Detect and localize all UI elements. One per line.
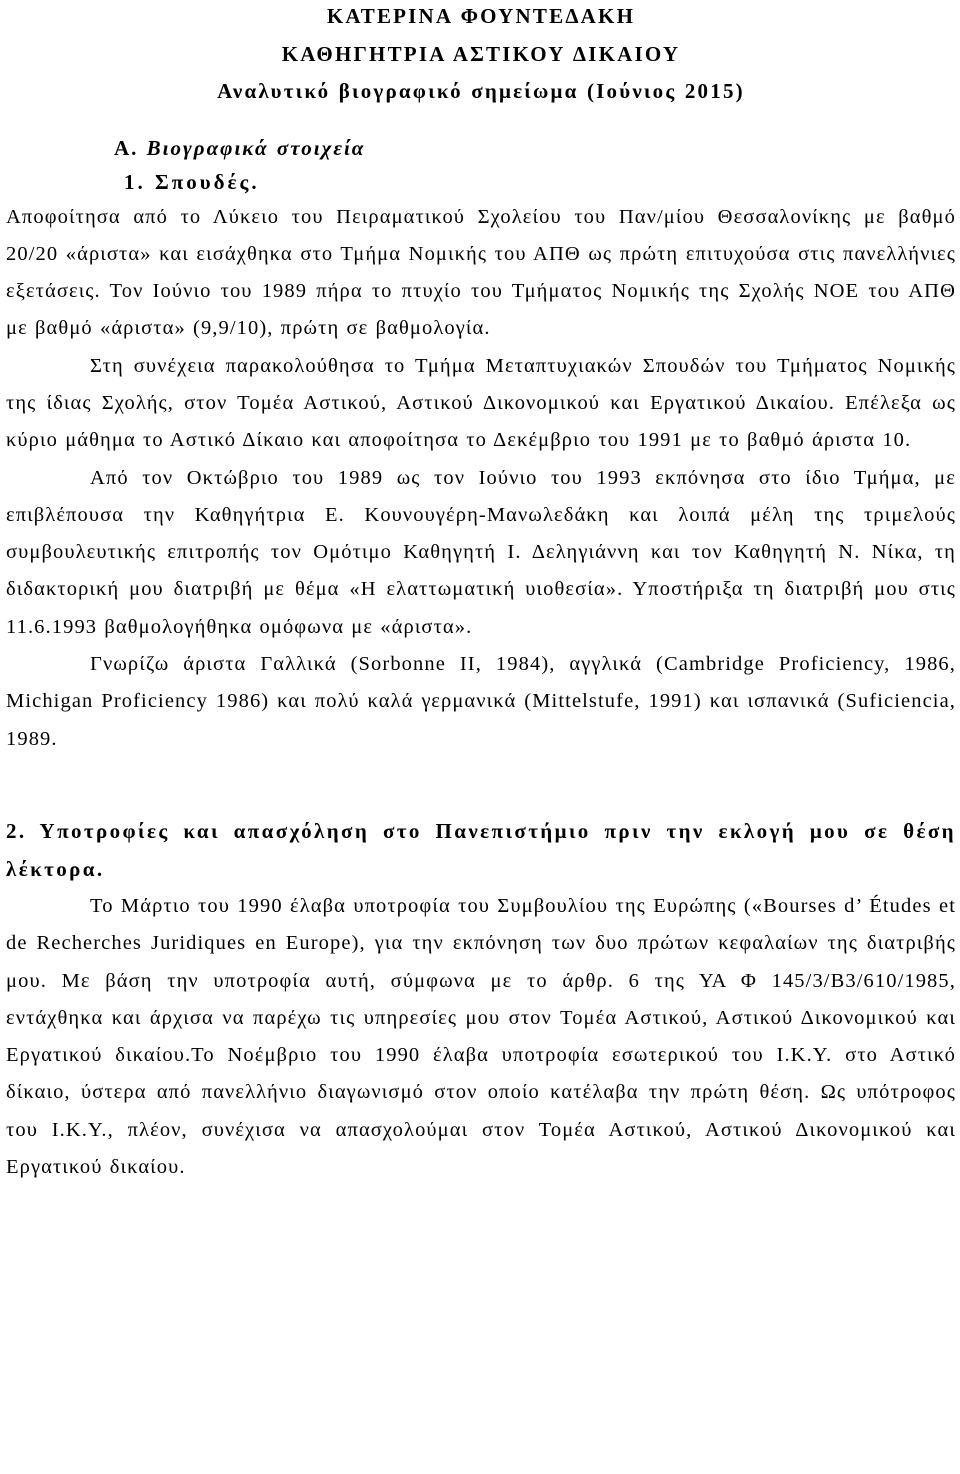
grants-paragraph-1: Το Μάρτιο του 1990 έλαβα υποτροφία του Συμβουλίου της Ευρώπης («Bourses d’ Études et de Recherches Juridiques en Europe), για την εκπόνηση των δυο πρώτων κεφαλαίων της διατριβής μου. Με βάση την υποτροφία αυτή, σύμφωνα με το άρθρ. 6 της ΥΑ Φ 145/3/Β3/610/1985, εντάχθηκα και άρχισα να παρέχω τις υπηρεσίες μου στον Τομέα Αστικού, Αστικού Δικονομικού και Εργατικού δικαίου.Το Νοέμβριο του 1990 έλαβα υποτροφία εσωτερικού του Ι.Κ.Υ. στο Αστικό δίκαιο, ύστερα από πανελλήνιο διαγωνισμό στον οποίο κατέλαβα την πρώτη θέση. Ως υπότροφος του Ι.Κ.Υ., πλέον, συνέχισα να απασχολούμαι στον Τομέα Αστικού, Αστικού Δικονομικού και Εργατικού δικαίου. — [6, 894, 956, 1179]
author-name: ΚΑΤΕΡΙΝΑ ΦΟΥΝΤΕΔΑΚΗ — [326, 4, 636, 28]
studies-paragraph-4: Γνωρίζω άριστα Γαλλικά (Sorbonne II, 1984), αγγλικά (Cambridge Proficiency, 1986, Michigan Proficiency 1986) και πολύ καλά γερμανικά (Mittelstufe, 1991) και ισπανικά (Suficiencia, 1989. — [6, 653, 956, 750]
author-position: ΚΑΘΗΓΗΤΡΙΑ ΑΣΤΙΚΟΥ ΔΙΚΑΙΟΥ — [281, 41, 681, 66]
studies-paragraph-1: Αποφοίτησα από το Λύκειο του Πειραματικού Σχολείου του Παν/μίου Θεσσαλονίκης με βαθμό 20/20 «άριστα» και εισάχθηκα στο Τμήμα Νομικής του ΑΠΘ ως πρώτη επιτυχούσα στις πανελλήνιες εξετάσεις. Τον Ιούνιο του 1989 πήρα το πτυχίο του Τμήματος Νομικής της Σχολής ΝΟΕ του ΑΠΘ με βαθμό «άριστα» (9,9/10), πρώτη σε βαθμολογία. — [6, 205, 956, 340]
studies-paragraph-2: Στη συνέχεια παρακολούθησα το Τμήμα Μεταπτυχιακών Σπουδών του Τμήματος Νομικής της ίδιας Σχολής, στον Τομέα Αστικού, Αστικού Δικονομικού και Εργατικού Δικαίου. Επέλεξα ως κύριο μάθημα το Αστικό Δίκαιο και αποφοίτησα το Δεκέμβριο του 1991 με το βαθμό άριστα 10. — [6, 354, 956, 452]
grants-heading: 2. Υποτροφίες και απασχόληση στο Πανεπιστήμιο πριν την εκλογή μου σε θέση λέκτορα. — [6, 818, 956, 881]
studies-paragraph-3: Από τον Οκτώβριο του 1989 ως τον Ιούνιο του 1993 εκπόνησα στο ίδιο Τμήμα, με επιβλέπουσα την Καθηγήτρια Ε. Κουνουγέρη-Μανωλεδάκη και λοιπά μέλη της τριμελούς συμβουλευτικής επιτροπής τον Ομότιμο Καθηγητή Ι. Δεληγιάννη και τον Καθηγητή Ν. Νίκα, τη διδακτορική μου διατριβή με θέμα «Η ελαττωματική υιοθεσία». Υποστήριξα τη διατριβή μου στις 11.6.1993 βαθμολογήθηκα ομόφωνα με «άριστα». — [6, 466, 956, 638]
studies-heading: 1. Σπουδές. — [124, 169, 260, 194]
section-a-heading — [114, 131, 956, 165]
section-a-title: Βιογραφικά στοιχεία — [146, 135, 366, 160]
document-header — [6, 0, 956, 111]
section-a-letter: Α. — [114, 135, 139, 160]
document-subtitle: Αναλυτικό βιογραφικό σημείωμα (Ιούνιος 2015) — [217, 79, 745, 103]
